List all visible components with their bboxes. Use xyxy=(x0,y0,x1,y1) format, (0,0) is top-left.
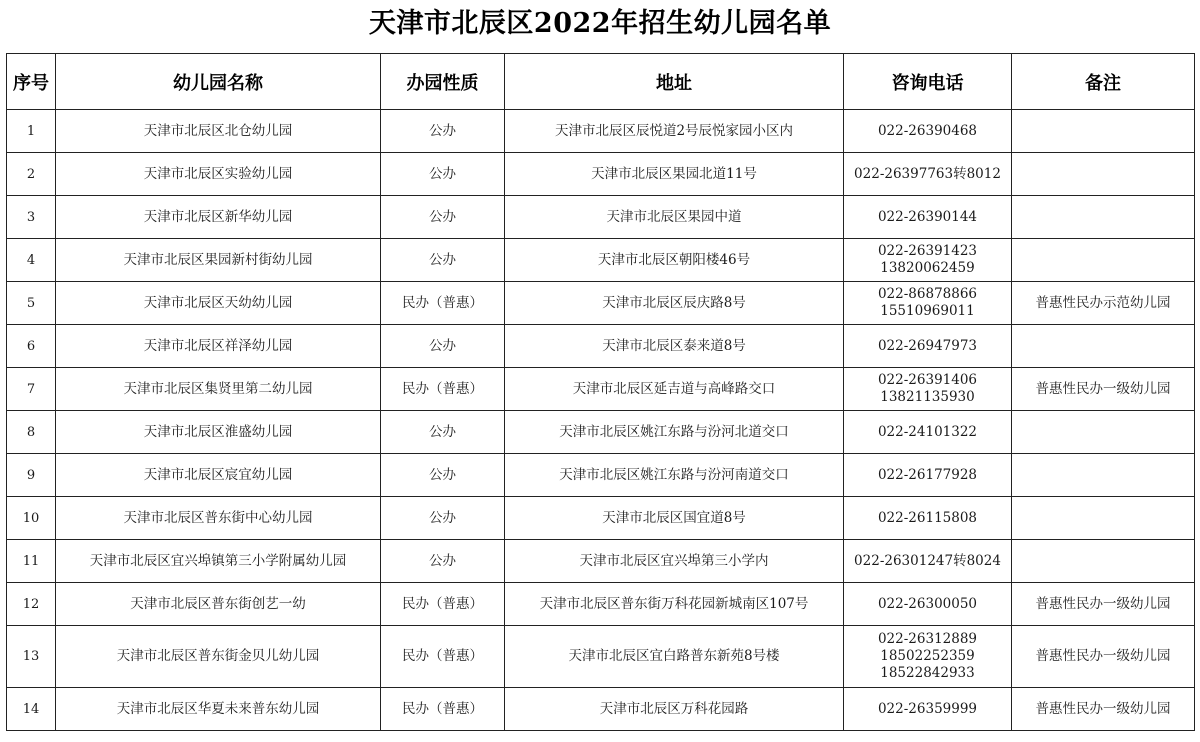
cell-seq: 11 xyxy=(7,540,56,583)
cell-name: 天津市北辰区普东街金贝儿幼儿园 xyxy=(56,626,381,688)
cell-phone xyxy=(844,282,1012,325)
cell-name: 天津市北辰区北仓幼儿园 xyxy=(56,110,381,153)
cell-type: 民办（普惠） xyxy=(381,368,505,411)
cell-type: 公办 xyxy=(381,325,505,368)
cell-name: 天津市北辰区新华幼儿园 xyxy=(56,196,381,239)
cell-seq: 6 xyxy=(7,325,56,368)
cell-phone xyxy=(844,368,1012,411)
cell-seq: 1 xyxy=(7,110,56,153)
cell-note xyxy=(1012,540,1195,583)
cell-seq: 8 xyxy=(7,411,56,454)
cell-note: 普惠性民办一级幼儿园 xyxy=(1012,626,1195,688)
cell-phone xyxy=(844,110,1012,153)
table-row xyxy=(7,110,1195,153)
cell-note xyxy=(1012,110,1195,153)
cell-name: 天津市北辰区普东街中心幼儿园 xyxy=(56,497,381,540)
cell-seq: 10 xyxy=(7,497,56,540)
cell-type: 民办（普惠） xyxy=(381,282,505,325)
cell-seq: 4 xyxy=(7,239,56,282)
phone-line: 022-26115808 xyxy=(877,509,978,526)
table-row xyxy=(7,368,1195,411)
cell-address: 天津市北辰区果园北道11号 xyxy=(505,153,844,196)
cell-type: 民办（普惠） xyxy=(381,688,505,731)
cell-name: 天津市北辰区华夏未来普东幼儿园 xyxy=(56,688,381,731)
header-seq: 序号 xyxy=(7,54,56,110)
cell-note: 普惠性民办一级幼儿园 xyxy=(1012,368,1195,411)
table-row xyxy=(7,411,1195,454)
cell-phone xyxy=(844,325,1012,368)
phone-line: 022-26397763转8012 xyxy=(854,165,1001,182)
cell-type: 公办 xyxy=(381,540,505,583)
cell-type: 公办 xyxy=(381,196,505,239)
cell-name: 天津市北辰区实验幼儿园 xyxy=(56,153,381,196)
cell-phone xyxy=(844,497,1012,540)
cell-name: 天津市北辰区天幼幼儿园 xyxy=(56,282,381,325)
table-row xyxy=(7,688,1195,731)
phone-line: 022-26301247转8024 xyxy=(854,552,1001,569)
cell-seq: 2 xyxy=(7,153,56,196)
cell-seq: 9 xyxy=(7,454,56,497)
cell-type: 公办 xyxy=(381,239,505,282)
cell-phone xyxy=(844,196,1012,239)
table-row xyxy=(7,153,1195,196)
cell-name: 天津市北辰区普东街创艺一幼 xyxy=(56,583,381,626)
cell-name: 天津市北辰区宸宜幼儿园 xyxy=(56,454,381,497)
table-row xyxy=(7,282,1195,325)
cell-type: 公办 xyxy=(381,411,505,454)
phone-line: 13820062459 xyxy=(880,260,975,276)
phone-line: 022-26391406 xyxy=(877,372,978,388)
header-note: 备注 xyxy=(1012,54,1195,110)
cell-address: 天津市北辰区延吉道与高峰路交口 xyxy=(505,368,844,411)
cell-type: 公办 xyxy=(381,110,505,153)
cell-seq: 14 xyxy=(7,688,56,731)
cell-address: 天津市北辰区普东街万科花园新城南区107号 xyxy=(505,583,844,626)
table-row xyxy=(7,325,1195,368)
cell-note xyxy=(1012,196,1195,239)
cell-address: 天津市北辰区辰庆路8号 xyxy=(505,282,844,325)
cell-address: 天津市北辰区万科花园路 xyxy=(505,688,844,731)
kindergarten-table xyxy=(6,53,1195,731)
cell-seq: 12 xyxy=(7,583,56,626)
cell-note xyxy=(1012,411,1195,454)
cell-name: 天津市北辰区祥泽幼儿园 xyxy=(56,325,381,368)
cell-phone xyxy=(844,540,1012,583)
phone-line: 18502252359 xyxy=(880,648,975,664)
cell-type: 民办（普惠） xyxy=(381,583,505,626)
phone-line: 022-26391423 xyxy=(877,243,978,259)
header-phone: 咨询电话 xyxy=(844,54,1012,110)
phone-line: 022-26359999 xyxy=(877,700,978,717)
cell-phone xyxy=(844,454,1012,497)
cell-type: 公办 xyxy=(381,454,505,497)
phone-line: 022-26390468 xyxy=(877,122,978,139)
cell-phone xyxy=(844,583,1012,626)
phone-line: 022-26312889 xyxy=(877,631,978,647)
phone-line: 13821135930 xyxy=(880,389,975,405)
cell-seq: 5 xyxy=(7,282,56,325)
cell-name: 天津市北辰区宜兴埠镇第三小学附属幼儿园 xyxy=(56,540,381,583)
cell-type: 民办（普惠） xyxy=(381,626,505,688)
table-row xyxy=(7,583,1195,626)
cell-address: 天津市北辰区泰来道8号 xyxy=(505,325,844,368)
cell-seq: 3 xyxy=(7,196,56,239)
cell-seq: 13 xyxy=(7,626,56,688)
table-row xyxy=(7,196,1195,239)
table-header-row xyxy=(7,54,1195,110)
phone-line: 022-86878866 xyxy=(877,286,978,302)
cell-seq: 7 xyxy=(7,368,56,411)
table-row xyxy=(7,239,1195,282)
cell-address: 天津市北辰区辰悦道2号辰悦家园小区内 xyxy=(505,110,844,153)
phone-line: 022-26947973 xyxy=(877,337,978,354)
cell-address: 天津市北辰区宜白路普东新苑8号楼 xyxy=(505,626,844,688)
phone-line: 022-26390144 xyxy=(877,208,978,225)
cell-address: 天津市北辰区朝阳楼46号 xyxy=(505,239,844,282)
cell-phone xyxy=(844,153,1012,196)
cell-address: 天津市北辰区姚江东路与汾河南道交口 xyxy=(505,454,844,497)
cell-name: 天津市北辰区集贤里第二幼儿园 xyxy=(56,368,381,411)
cell-phone xyxy=(844,688,1012,731)
cell-phone xyxy=(844,239,1012,282)
cell-note: 普惠性民办示范幼儿园 xyxy=(1012,282,1195,325)
cell-note xyxy=(1012,153,1195,196)
cell-note: 普惠性民办一级幼儿园 xyxy=(1012,583,1195,626)
cell-phone xyxy=(844,626,1012,688)
cell-name: 天津市北辰区果园新村街幼儿园 xyxy=(56,239,381,282)
header-type: 办园性质 xyxy=(381,54,505,110)
cell-type: 公办 xyxy=(381,497,505,540)
cell-note xyxy=(1012,497,1195,540)
cell-note xyxy=(1012,239,1195,282)
cell-type: 公办 xyxy=(381,153,505,196)
table-row xyxy=(7,497,1195,540)
header-name: 幼儿园名称 xyxy=(56,54,381,110)
cell-address: 天津市北辰区姚江东路与汾河北道交口 xyxy=(505,411,844,454)
phone-line: 15510969011 xyxy=(880,303,975,319)
cell-note: 普惠性民办一级幼儿园 xyxy=(1012,688,1195,731)
cell-phone xyxy=(844,411,1012,454)
phone-line: 022-26300050 xyxy=(877,595,978,612)
cell-address: 天津市北辰区果园中道 xyxy=(505,196,844,239)
cell-address: 天津市北辰区宜兴埠第三小学内 xyxy=(505,540,844,583)
page-title: 天津市北辰区2022年招生幼儿园名单 xyxy=(368,8,832,39)
table-row xyxy=(7,540,1195,583)
phone-line: 022-24101322 xyxy=(877,423,978,440)
phone-line: 18522842933 xyxy=(880,665,975,681)
header-address: 地址 xyxy=(505,54,844,110)
phone-line: 022-26177928 xyxy=(877,466,978,483)
table-row xyxy=(7,454,1195,497)
table-row xyxy=(7,626,1195,688)
cell-note xyxy=(1012,454,1195,497)
cell-name: 天津市北辰区淮盛幼儿园 xyxy=(56,411,381,454)
cell-address: 天津市北辰区国宜道8号 xyxy=(505,497,844,540)
cell-note xyxy=(1012,325,1195,368)
